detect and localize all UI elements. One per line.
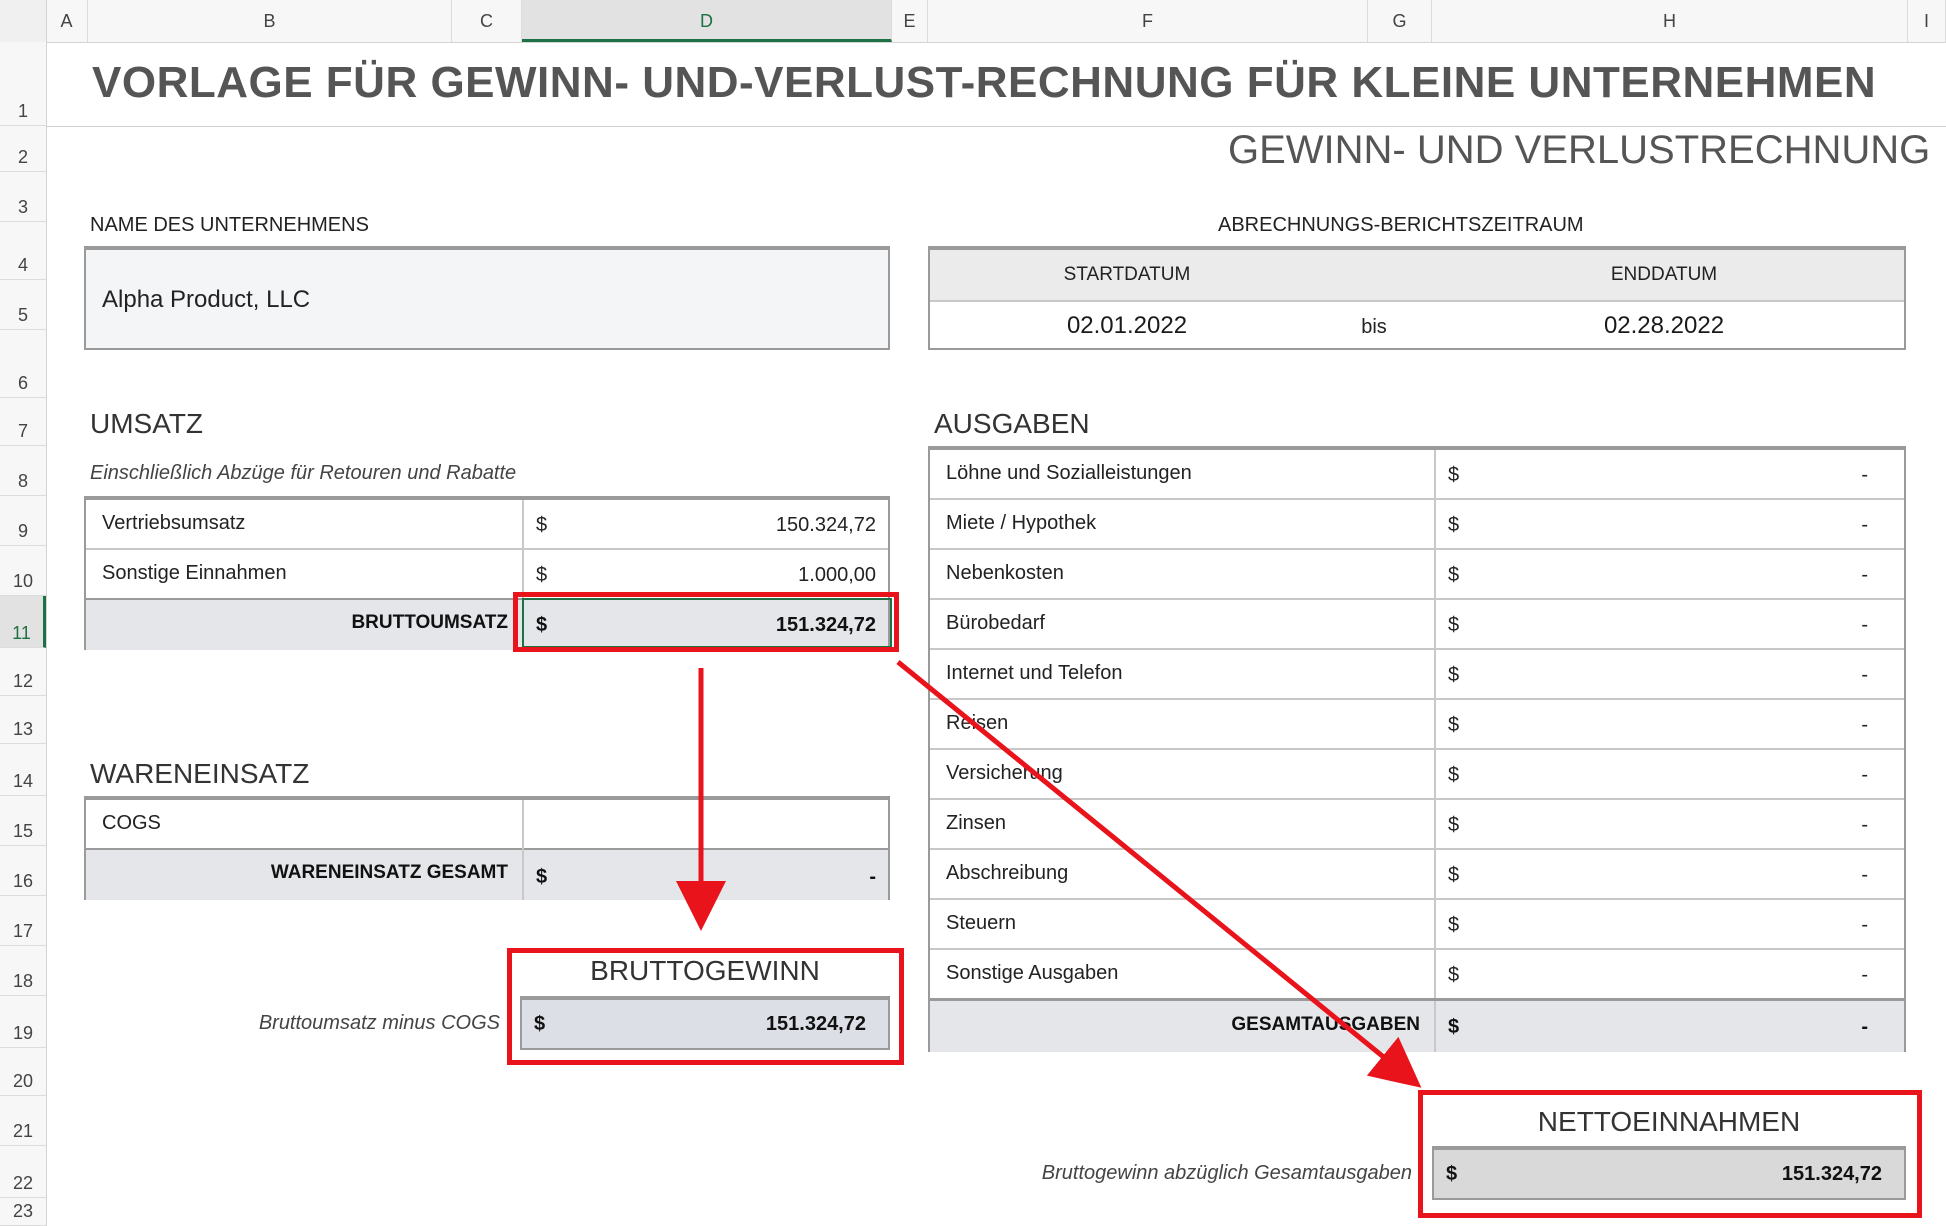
- total-expenses-value[interactable]: -: [1861, 1016, 1868, 1038]
- expense-row-currency: $: [1448, 864, 1460, 886]
- row-header-17[interactable]: 17: [0, 896, 46, 946]
- expense-row-currency: $: [1448, 464, 1460, 486]
- expense-row-value[interactable]: -: [1861, 564, 1868, 586]
- cogs-section-title: WARENEINSATZ: [90, 758, 310, 789]
- revenue-row-value[interactable]: 150.324,72: [775, 514, 876, 536]
- column-header-a[interactable]: A: [46, 0, 88, 42]
- expenses-section-title: AUSGABEN: [934, 408, 1090, 439]
- expense-row-currency: $: [1448, 714, 1460, 736]
- company-value: Alpha Product, LLC: [102, 286, 311, 313]
- expense-row-value[interactable]: -: [1861, 864, 1868, 886]
- row-header-22[interactable]: 22: [0, 1146, 46, 1198]
- cogs-total-currency: $: [536, 866, 548, 888]
- expense-row-label: Bürobedarf: [946, 612, 1045, 634]
- column-header-f[interactable]: F: [928, 0, 1368, 42]
- cogs-row-label: COGS: [102, 812, 161, 834]
- net-income-note: Bruttogewinn abzüglich Gesamtausgaben: [1041, 1162, 1412, 1184]
- start-date-label: STARTDATUM: [1063, 264, 1191, 285]
- row-header-14[interactable]: 14: [0, 744, 46, 796]
- expense-row-value[interactable]: -: [1861, 764, 1868, 786]
- expense-row-currency: $: [1448, 614, 1460, 636]
- row-header-3[interactable]: 3: [0, 172, 46, 222]
- expense-row-value[interactable]: -: [1861, 514, 1868, 536]
- row-header-2[interactable]: 2: [0, 126, 46, 172]
- end-date-value[interactable]: 02.28.2022: [1603, 312, 1725, 339]
- row-header-1[interactable]: 1: [0, 42, 46, 126]
- row-header-10[interactable]: 10: [0, 546, 46, 596]
- expense-row-value[interactable]: -: [1861, 814, 1868, 836]
- row-header-21[interactable]: 21: [0, 1096, 46, 1146]
- row-header-13[interactable]: 13: [0, 696, 46, 744]
- page-subtitle: GEWINN- UND VERLUSTRECHNUNG: [1228, 128, 1931, 172]
- column-header-e[interactable]: E: [892, 0, 928, 42]
- expense-row-value[interactable]: -: [1861, 914, 1868, 936]
- arrow-to-net-income: [898, 662, 1402, 1072]
- total-expenses-label: GESAMTAUSGABEN: [1231, 1014, 1420, 1035]
- net-income-value: 151.324,72: [1781, 1163, 1882, 1185]
- row-header-5[interactable]: 5: [0, 280, 46, 330]
- expense-row-currency: $: [1448, 514, 1460, 536]
- column-header-h[interactable]: H: [1432, 0, 1908, 42]
- gross-profit-currency: $: [534, 1013, 546, 1035]
- column-header-c[interactable]: C: [452, 0, 522, 42]
- row-header-23[interactable]: 23: [0, 1198, 46, 1226]
- net-income-currency: $: [1446, 1163, 1458, 1185]
- revenue-section-title: UMSATZ: [90, 408, 204, 439]
- row-header-20[interactable]: 20: [0, 1048, 46, 1096]
- revenue-row-currency: $: [536, 564, 548, 586]
- expense-row-label: Internet und Telefon: [946, 662, 1123, 684]
- gross-profit-title: BRUTTOGEWINN: [590, 955, 820, 986]
- row-header-12[interactable]: 12: [0, 648, 46, 696]
- start-date-value[interactable]: 02.01.2022: [1066, 312, 1188, 339]
- total-expenses-currency: $: [1448, 1016, 1460, 1038]
- expense-row-label: Zinsen: [946, 812, 1007, 834]
- row-header-6[interactable]: 6: [0, 330, 46, 398]
- expense-row-label: Sonstige Ausgaben: [946, 962, 1119, 984]
- row-header-11[interactable]: 11: [0, 596, 46, 648]
- column-header-g[interactable]: G: [1368, 0, 1432, 42]
- net-income-title: NETTOEINNAHMEN: [1537, 1106, 1801, 1137]
- column-header-b[interactable]: B: [88, 0, 452, 42]
- expense-row-label: Versicherung: [946, 762, 1063, 784]
- expense-row-currency: $: [1448, 764, 1460, 786]
- end-date-label: ENDDATUM: [1610, 264, 1718, 285]
- expense-row-currency: $: [1448, 964, 1460, 986]
- revenue-row-currency: $: [536, 514, 548, 536]
- cogs-total-value[interactable]: -: [869, 866, 876, 888]
- row-header-4[interactable]: 4: [0, 222, 46, 280]
- company-label: NAME DES UNTERNEHMENS: [90, 214, 369, 236]
- gross-profit-note: Bruttoumsatz minus COGS: [258, 1012, 500, 1034]
- expense-row-label: Reisen: [946, 712, 1009, 734]
- expense-row-value[interactable]: -: [1861, 464, 1868, 486]
- row-header-19[interactable]: 19: [0, 996, 46, 1048]
- expense-row-currency: $: [1448, 914, 1460, 936]
- gross-revenue-value[interactable]: 151.324,72: [775, 614, 876, 636]
- column-header-d[interactable]: D: [522, 0, 892, 42]
- page-title: VORLAGE FÜR GEWINN- UND-VERLUST-RECHNUNG FÜR KLEINE UNTERNEHMEN: [92, 58, 1877, 107]
- gross-profit-value: 151.324,72: [765, 1013, 866, 1035]
- row-header-7[interactable]: 7: [0, 398, 46, 446]
- expense-row-label: Miete / Hypothek: [946, 512, 1097, 534]
- expense-row-label: Steuern: [946, 912, 1017, 934]
- cogs-total-label: WARENEINSATZ GESAMT: [270, 862, 508, 883]
- expense-row-currency: $: [1448, 564, 1460, 586]
- row-header-15[interactable]: 15: [0, 796, 46, 846]
- revenue-row-value[interactable]: 1.000,00: [798, 564, 876, 586]
- gross-revenue-currency: $: [536, 614, 548, 636]
- expense-row-label: Abschreibung: [946, 862, 1069, 884]
- expense-row-currency: $: [1448, 814, 1460, 836]
- expense-row-label: Nebenkosten: [946, 562, 1064, 584]
- row-header-18[interactable]: 18: [0, 946, 46, 996]
- revenue-note: Einschließlich Abzüge für Retouren und Rabatte: [90, 462, 517, 484]
- expense-row-value[interactable]: -: [1861, 714, 1868, 736]
- period-separator: bis: [1361, 316, 1387, 338]
- gross-revenue-label: BRUTTOUMSATZ: [351, 612, 508, 633]
- revenue-row-label: Vertriebsumsatz: [102, 512, 246, 534]
- period-label: ABRECHNUNGS-BERICHTSZEITRAUM: [1218, 214, 1584, 236]
- expense-row-value[interactable]: -: [1861, 614, 1868, 636]
- row-header-8[interactable]: 8: [0, 446, 46, 496]
- expense-row-value[interactable]: -: [1861, 664, 1868, 686]
- expense-row-label: Löhne und Sozialleistungen: [946, 462, 1192, 484]
- column-header-i[interactable]: I: [1908, 0, 1946, 42]
- row-header-16[interactable]: 16: [0, 846, 46, 896]
- row-header-9[interactable]: 9: [0, 496, 46, 546]
- expense-row-value[interactable]: -: [1861, 964, 1868, 986]
- expense-row-currency: $: [1448, 664, 1460, 686]
- revenue-row-label: Sonstige Einnahmen: [102, 562, 287, 584]
